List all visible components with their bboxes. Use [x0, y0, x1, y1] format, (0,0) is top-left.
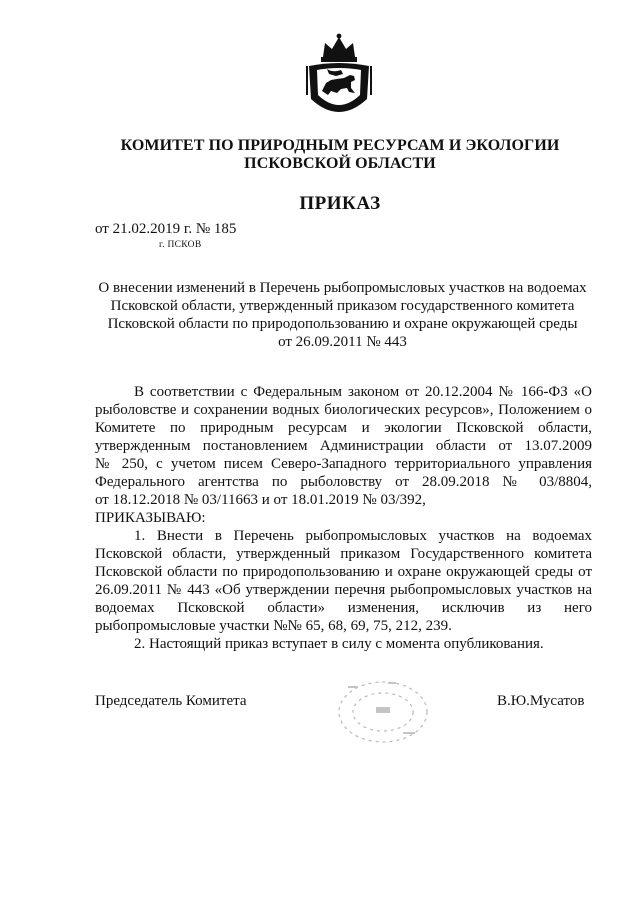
preamble-line: от 18.12.2018 № 03/11663 и от 18.01.2019 № 03/392,: [95, 492, 426, 508]
item-1-line: рыбопромысловые участки №№ 65, 68, 69, 75, 212, 239.: [95, 618, 452, 634]
subject-line: Псковской области, утвержденный приказом государственного комитета: [110, 298, 575, 314]
document-city: г. ПСКОВ: [159, 240, 202, 250]
signature-position: Председатель Комитета: [95, 693, 247, 709]
subject-line: от 26.09.2011 № 443: [278, 334, 407, 350]
item-1-line: Псковской области по природопользованию и охране окружающей среды от: [95, 564, 592, 580]
item-1-line: Псковской области, утвержденный приказом Государственного комитета: [95, 546, 592, 562]
subject-line: Псковской области по природопользованию и охране окружающей среды: [107, 316, 578, 332]
preamble-line: рыболовстве и сохранении водных биологических ресурсов», Положением о: [95, 402, 592, 418]
signature-name: В.Ю.Мусатов: [497, 693, 585, 709]
order-word: ПРИКАЗЫВАЮ:: [95, 510, 206, 526]
item-1-line: 26.09.2011 № 443 «Об утверждении перечня рыбопромысловых участков на: [95, 582, 592, 598]
document-date-number: от 21.02.2019 г. № 185: [95, 221, 237, 237]
item-1-line: 1. Внести в Перечень рыбопромысловых участков на водоемах: [134, 528, 592, 544]
preamble-line: утвержденным постановлением Администрации области от 13.07.2009: [95, 438, 592, 454]
preamble-line: № 250, с учетом писем Северо-Западного территориального управления: [95, 456, 592, 472]
preamble-line: В соответствии с Федеральным законом от 20.12.2004 № 166-ФЗ «О: [134, 384, 592, 400]
subject-line: О внесении изменений в Перечень рыбопромысловых участков на водоемах: [98, 280, 587, 296]
document-type: ПРИКАЗ: [299, 193, 381, 214]
faint-stamp-icon: [328, 672, 438, 752]
org-title-line-2: ПСКОВСКОЙ ОБЛАСТИ: [244, 155, 436, 172]
preamble-line: Комитете по природным ресурсам и экологии Псковской области,: [95, 420, 592, 436]
org-title-line-1: КОМИТЕТ ПО ПРИРОДНЫМ РЕСУРСАМ И ЭКОЛОГИИ: [120, 137, 560, 154]
item-1-line: водоемах Псковской области» изменения, исключив из него: [95, 600, 592, 616]
item-2-line: 2. Настоящий приказ вступает в силу с момента опубликования.: [134, 636, 544, 652]
pskov-region-coat-of-arms-icon: [303, 33, 375, 125]
preamble-line: Федерального агентства по рыболовству от 28.09.2018 № 03/8804,: [95, 474, 592, 490]
